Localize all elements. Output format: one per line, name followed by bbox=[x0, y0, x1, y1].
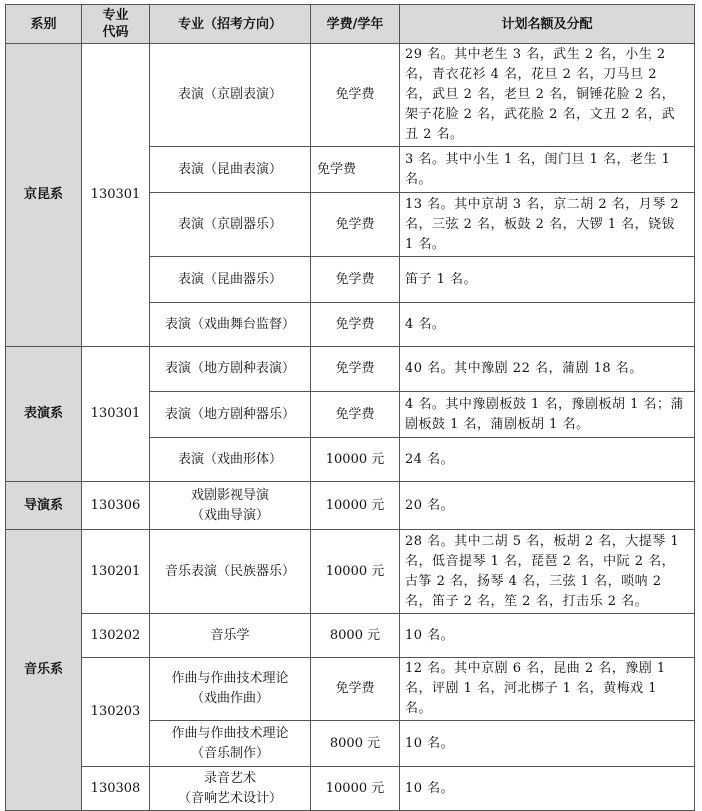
plan-cell: 4 名。其中豫剧板鼓 1 名，豫剧板胡 1 名；蒲剧板鼓 1 名，蒲剧板胡 1 名。 bbox=[400, 392, 695, 438]
fee-cell: 免学费 bbox=[311, 347, 400, 392]
fee-cell: 免学费 bbox=[311, 658, 400, 721]
header-code: 专业 代码 bbox=[82, 5, 150, 44]
plan-cell: 29 名。其中老生 3 名，武生 2 名，小生 2 名，青衣花衫 4 名，花旦 2 名，刀马旦 2 名，武旦 2 名，老旦 2 名，铜锤花脸 2 名，架子花脸 2 名，武花脸 2 名，文丑 2 名，武丑 2 名。 bbox=[400, 44, 695, 147]
plan-cell: 13 名。其中京胡 3 名，京二胡 2 名，月琴 2 名，三弦 2 名，板鼓 2 名，大锣 1 名，铙钹 1 名。 bbox=[400, 193, 695, 257]
fee-cell: 10000 元 bbox=[311, 530, 400, 614]
code-cell: 130203 bbox=[82, 658, 150, 767]
plan-cell: 20 名。 bbox=[400, 482, 695, 530]
major-cell: 表演（昆曲表演） bbox=[150, 147, 311, 193]
major-cell: 表演（地方剧种表演） bbox=[150, 347, 311, 392]
fee-cell: 免学费 bbox=[311, 147, 400, 193]
code-cell: 130308 bbox=[82, 767, 150, 811]
code-cell: 130202 bbox=[82, 614, 150, 658]
fee-cell: 免学费 bbox=[311, 193, 400, 257]
plan-cell: 10 名。 bbox=[400, 767, 695, 811]
plan-cell: 28 名。其中二胡 5 名，板胡 2 名，大提琴 1 名，低音提琴 1 名，琵琶 2 名，中阮 2 名，古筝 2 名，扬琴 4 名，三弦 1 名，唢呐 2 名，笛子 2 名，笙 2 名，打击乐 2 名。 bbox=[400, 530, 695, 614]
major-cell: 表演（京剧器乐） bbox=[150, 193, 311, 257]
table-row bbox=[6, 614, 695, 658]
plan-cell: 10 名。 bbox=[400, 721, 695, 767]
major-cell: 表演（戏曲形体） bbox=[150, 438, 311, 482]
major-cell: 表演（昆曲器乐） bbox=[150, 257, 311, 303]
major-cell: 作曲与作曲技术理论 （音乐制作） bbox=[150, 721, 311, 767]
header-fee: 学费/学年 bbox=[311, 5, 400, 44]
fee-cell: 10000 元 bbox=[311, 438, 400, 482]
header-plan: 计划名额及分配 bbox=[400, 5, 695, 44]
major-cell: 戏剧影视导演 （戏曲导演） bbox=[150, 482, 311, 530]
fee-cell: 免学费 bbox=[311, 303, 400, 347]
plan-cell: 4 名。 bbox=[400, 303, 695, 347]
major-cell: 音乐学 bbox=[150, 614, 311, 658]
fee-cell: 10000 元 bbox=[311, 482, 400, 530]
fee-cell: 8000 元 bbox=[311, 614, 400, 658]
fee-cell: 免学费 bbox=[311, 44, 400, 147]
dept-cell: 表演系 bbox=[6, 347, 82, 482]
code-cell: 130306 bbox=[82, 482, 150, 530]
table-row bbox=[6, 482, 695, 530]
major-cell: 表演（戏曲舞台监督） bbox=[150, 303, 311, 347]
major-cell: 表演（地方剧种器乐） bbox=[150, 392, 311, 438]
header-dept: 系别 bbox=[6, 5, 82, 44]
code-cell: 130301 bbox=[82, 347, 150, 482]
plan-cell: 笛子 1 名。 bbox=[400, 257, 695, 303]
major-cell: 录音艺术 （音响艺术设计） bbox=[150, 767, 311, 811]
fee-cell: 8000 元 bbox=[311, 721, 400, 767]
code-cell: 130301 bbox=[82, 44, 150, 347]
enrollment-plan-table bbox=[5, 4, 695, 811]
dept-cell: 音乐系 bbox=[6, 530, 82, 811]
enrollment-plan-document bbox=[5, 4, 694, 811]
major-cell: 表演（京剧表演） bbox=[150, 44, 311, 147]
table-header-row bbox=[6, 5, 695, 44]
plan-cell: 40 名。其中豫剧 22 名，蒲剧 18 名。 bbox=[400, 347, 695, 392]
table-row bbox=[6, 347, 695, 392]
plan-cell: 3 名。其中小生 1 名，闺门旦 1 名，老生 1 名。 bbox=[400, 147, 695, 193]
dept-cell: 导演系 bbox=[6, 482, 82, 530]
fee-cell: 10000 元 bbox=[311, 767, 400, 811]
fee-cell: 免学费 bbox=[311, 257, 400, 303]
table-row bbox=[6, 530, 695, 614]
table-row bbox=[6, 658, 695, 721]
code-cell: 130201 bbox=[82, 530, 150, 614]
fee-cell: 免学费 bbox=[311, 392, 400, 438]
header-major: 专业（招考方向） bbox=[150, 5, 311, 44]
major-cell: 音乐表演（民族器乐） bbox=[150, 530, 311, 614]
plan-cell: 12 名。其中京剧 6 名，昆曲 2 名，豫剧 1 名，评剧 1 名，河北梆子 1 名，黄梅戏 1 名。 bbox=[400, 658, 695, 721]
table-row bbox=[6, 44, 695, 147]
plan-cell: 24 名。 bbox=[400, 438, 695, 482]
dept-cell: 京昆系 bbox=[6, 44, 82, 347]
plan-cell: 10 名。 bbox=[400, 614, 695, 658]
major-cell: 作曲与作曲技术理论 （戏曲作曲） bbox=[150, 658, 311, 721]
